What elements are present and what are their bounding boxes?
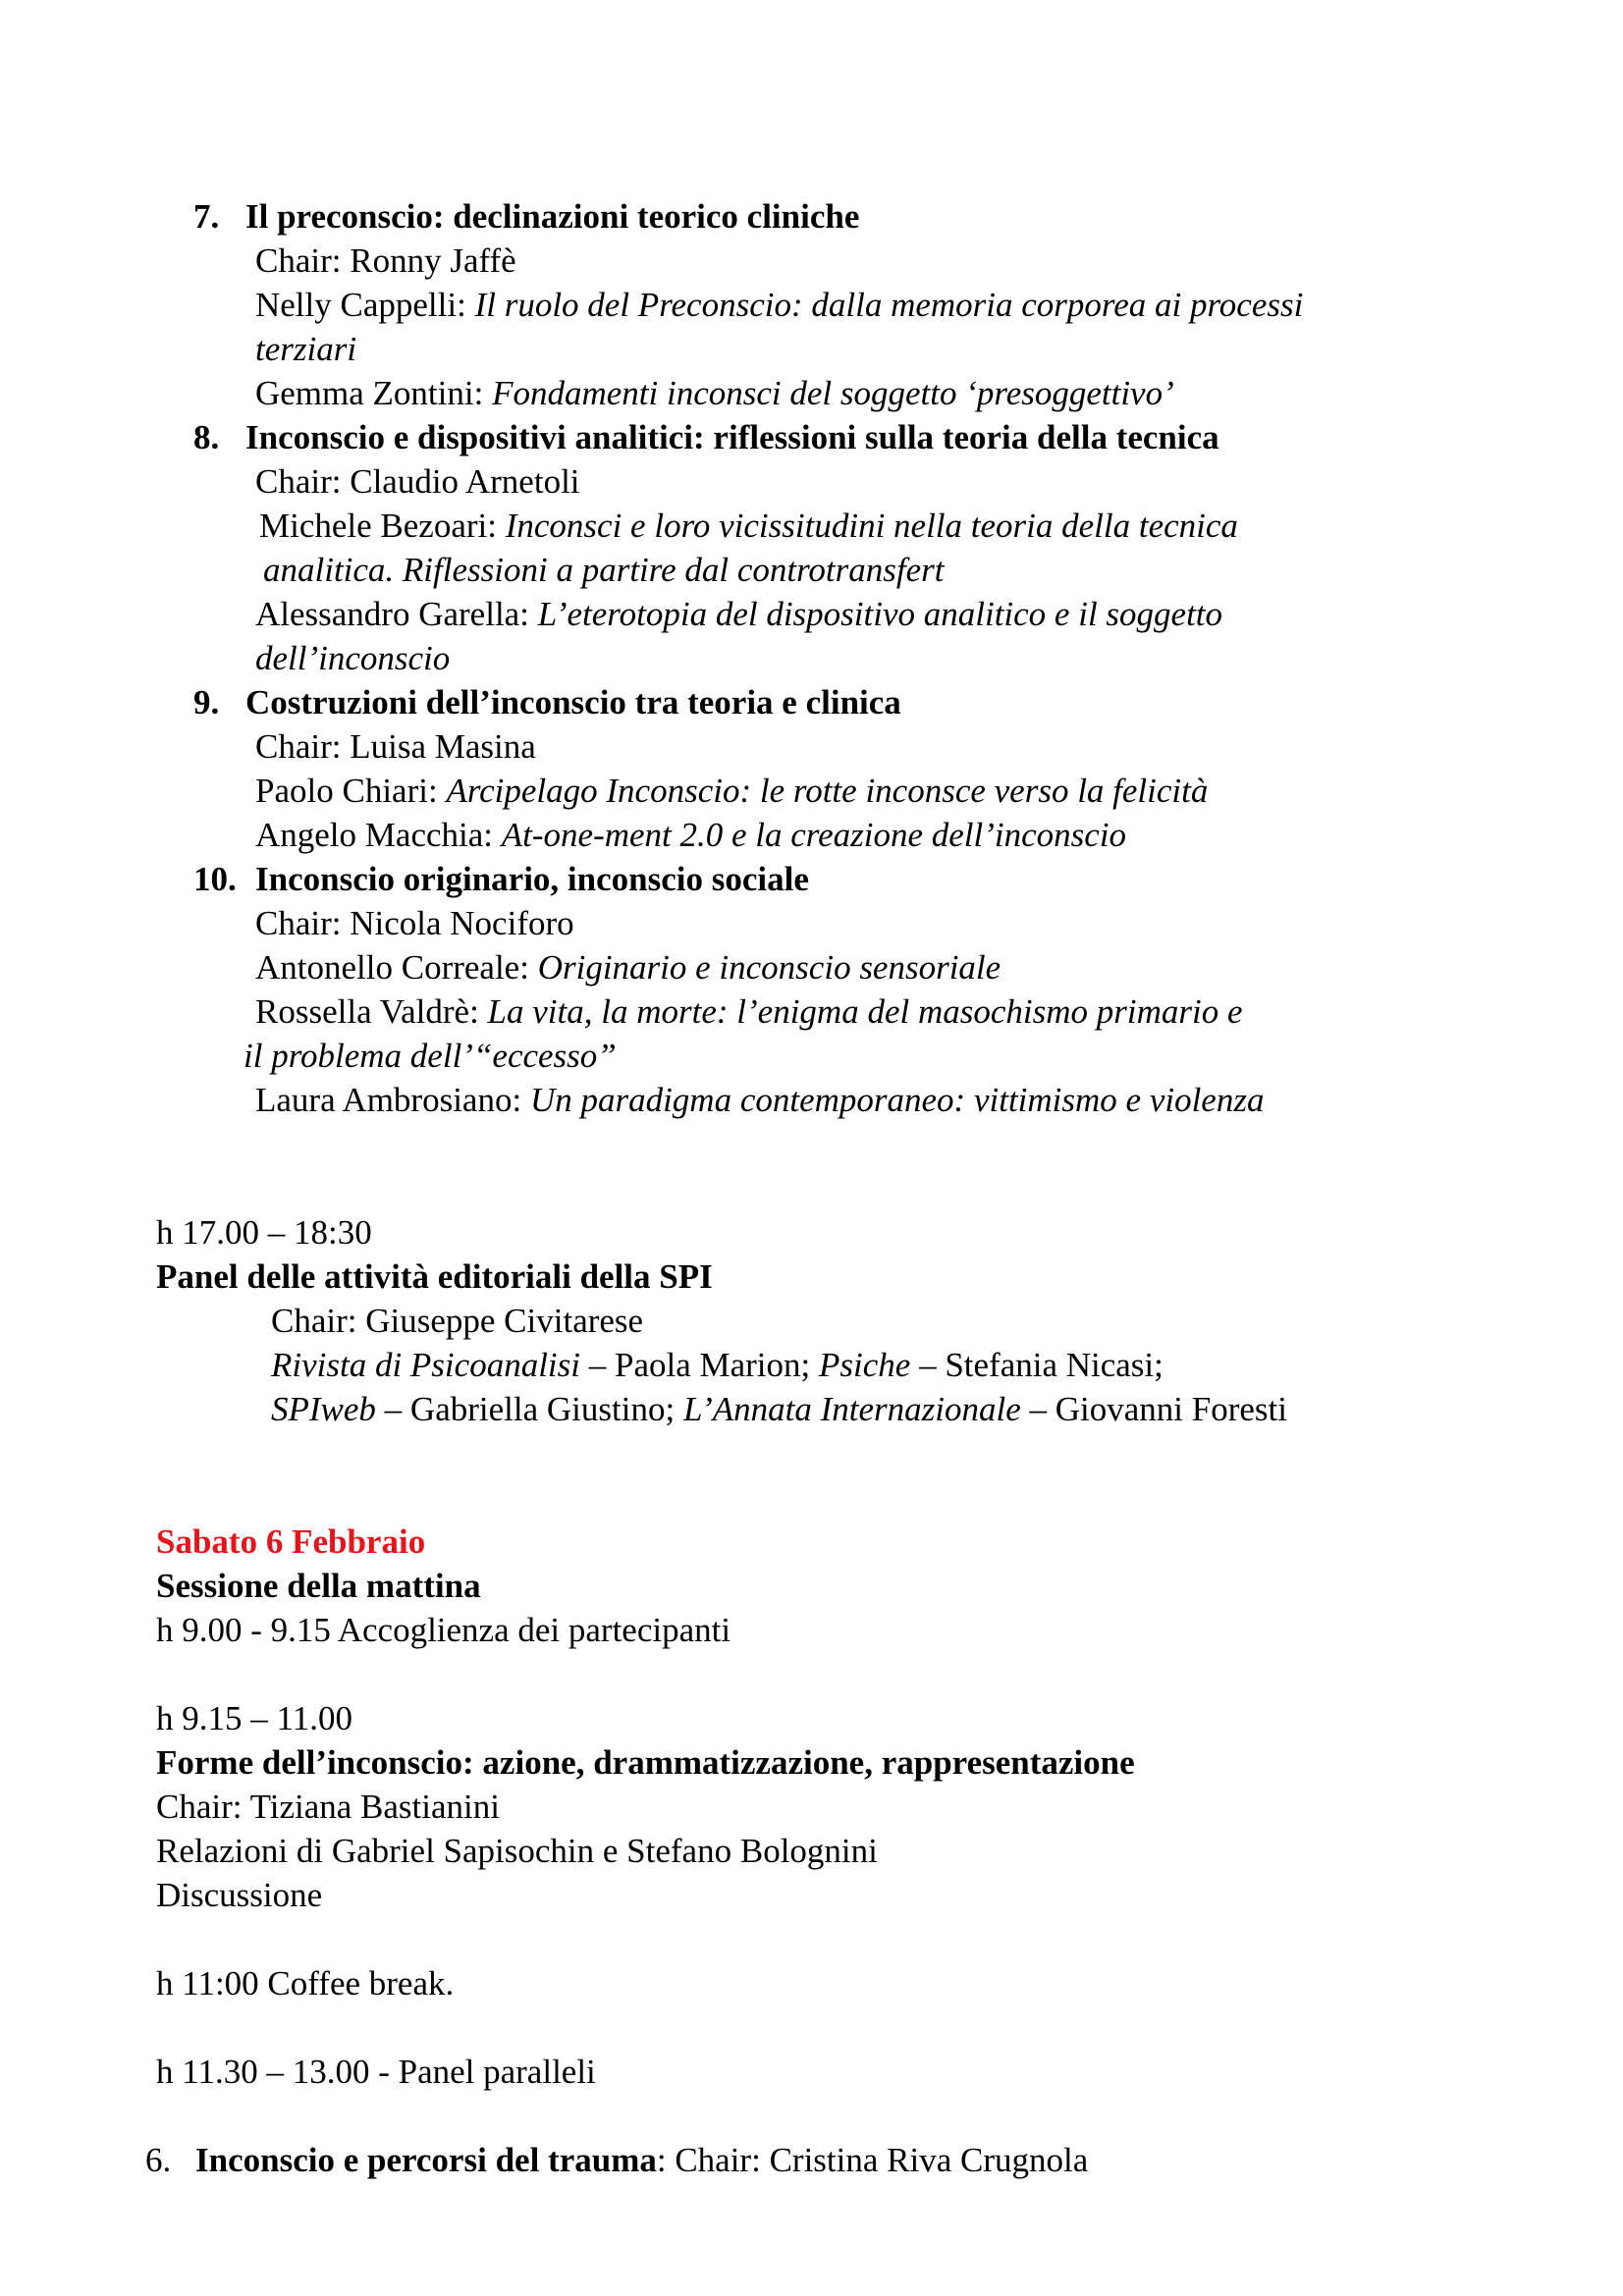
editorial-chair: Chair: Giuseppe Civitarese bbox=[271, 1302, 644, 1340]
editorial-journals-line: SPIweb – Gabriella Giustino; L’Annata Internazionale – Giovanni Foresti bbox=[271, 1390, 1287, 1428]
talk-title-continued: terziari bbox=[255, 330, 357, 368]
talk-title: Arcipelago Inconscio: le rotte inconsce verso la felicità bbox=[446, 772, 1209, 810]
panel-chair: Chair: Luisa Masina bbox=[255, 727, 536, 766]
panel-title: Costruzioni dell’inconscio tra teoria e clinica bbox=[245, 683, 901, 721]
talk-line bbox=[255, 769, 1208, 813]
talk-line bbox=[255, 283, 1303, 327]
panel-chair: Chair: Claudio Arnetoli bbox=[255, 462, 580, 501]
speaker-name: Nelly Cappelli: bbox=[255, 286, 475, 324]
talk-line bbox=[255, 813, 1126, 857]
plenary-title: Forme dell’inconscio: azione, drammatizzazione, rappresentazione bbox=[156, 1743, 1135, 1782]
talk-title: Inconsci e loro vicissitudini nella teoria della tecnica bbox=[505, 507, 1238, 545]
panel-number: 8. bbox=[193, 418, 220, 456]
plenary-chair: Chair: Tiziana Bastianini bbox=[156, 1788, 500, 1826]
session-time: h 9.15 – 11.00 bbox=[156, 1699, 352, 1737]
talk-title-continued: analitica. Riflessioni a partire dal controtransfert bbox=[263, 551, 945, 589]
panel-title: Il preconscio: declinazioni teorico cliniche bbox=[245, 197, 860, 236]
speaker-name: Antonello Correale: bbox=[255, 948, 538, 987]
journal-name: SPIweb bbox=[271, 1390, 376, 1428]
speaker-name: Angelo Macchia: bbox=[255, 816, 502, 854]
session-heading: Sessione della mattina bbox=[156, 1567, 481, 1605]
talk-title: At-one-ment 2.0 e la creazione dell’inconscio bbox=[501, 816, 1127, 854]
talk-title: La vita, la morte: l’enigma del masochismo primario e bbox=[487, 992, 1243, 1031]
speaker-name: Michele Bezoari: bbox=[259, 507, 506, 545]
talk-line bbox=[255, 1078, 1264, 1122]
journal-name: Rivista di Psicoanalisi bbox=[271, 1346, 580, 1384]
panel-chair: Chair: Ronny Jaffè bbox=[255, 241, 516, 280]
journal-name: Psiche bbox=[819, 1346, 911, 1384]
panel-line bbox=[195, 2138, 1088, 2182]
talk-title: Originario e inconscio sensoriale bbox=[537, 948, 1001, 987]
day-heading: Sabato 6 Febbraio bbox=[156, 1522, 426, 1561]
panel-number: 7. bbox=[193, 197, 220, 236]
talk-title: Un paradigma contemporaneo: vittimismo e violenza bbox=[529, 1081, 1265, 1119]
editorial-journals-line: Rivista di Psicoanalisi – Paola Marion; Psiche – Stefania Nicasi; bbox=[271, 1346, 1163, 1384]
plenary-talks: Relazioni di Gabriel Sapisochin e Stefano Bolognini bbox=[156, 1832, 878, 1870]
talk-line bbox=[255, 371, 1174, 415]
welcome-time: h 9.00 - 9.15 Accoglienza dei partecipanti bbox=[156, 1611, 731, 1649]
speaker-name: Alessandro Garella: bbox=[255, 595, 538, 633]
speaker-name: Rossella Valdrè: bbox=[255, 992, 488, 1031]
journal-name: L’Annata Internazionale bbox=[682, 1390, 1021, 1428]
talk-line bbox=[255, 989, 1243, 1034]
plenary-discussion: Discussione bbox=[156, 1876, 323, 1914]
talk-title: L’eterotopia del dispositivo analitico e il soggetto bbox=[537, 595, 1223, 633]
panel-title: Inconscio originario, inconscio sociale bbox=[255, 860, 809, 898]
panel-number: 9. bbox=[193, 683, 220, 721]
speaker-name: Laura Ambrosiano: bbox=[255, 1081, 530, 1119]
panel-number: 6. bbox=[145, 2141, 172, 2179]
speaker-name: Paolo Chiari: bbox=[255, 772, 447, 810]
editorial-panel-title: Panel delle attività editoriali della SPI bbox=[156, 1257, 713, 1296]
panel-chair: : Chair: Cristina Riva Crugnola bbox=[656, 2141, 1089, 2179]
panel-chair: Chair: Nicola Nociforo bbox=[255, 904, 574, 942]
talk-title: Il ruolo del Preconscio: dalla memoria corporea ai processi bbox=[474, 286, 1304, 324]
talk-line bbox=[255, 592, 1222, 636]
session-time: h 17.00 – 18:30 bbox=[156, 1213, 372, 1252]
speaker-name: Gemma Zontini: bbox=[255, 374, 493, 412]
talk-title-continued: dell’inconscio bbox=[255, 639, 451, 677]
panel-title: Inconscio e percorsi del trauma bbox=[195, 2141, 657, 2179]
talk-title-continued: il problema dell’“eccesso” bbox=[243, 1037, 617, 1075]
talk-line bbox=[259, 504, 1238, 548]
parallel-panels-time: h 11.30 – 13.00 - Panel paralleli bbox=[156, 2053, 596, 2091]
panel-number: 10. bbox=[193, 860, 237, 898]
coffee-break: h 11:00 Coffee break. bbox=[156, 1964, 455, 2002]
talk-line bbox=[255, 945, 1001, 989]
talk-title: Fondamenti inconsci del soggetto ‘presoggettivo’ bbox=[492, 374, 1174, 412]
panel-title: Inconscio e dispositivi analitici: riflessioni sulla teoria della tecnica bbox=[245, 418, 1219, 456]
